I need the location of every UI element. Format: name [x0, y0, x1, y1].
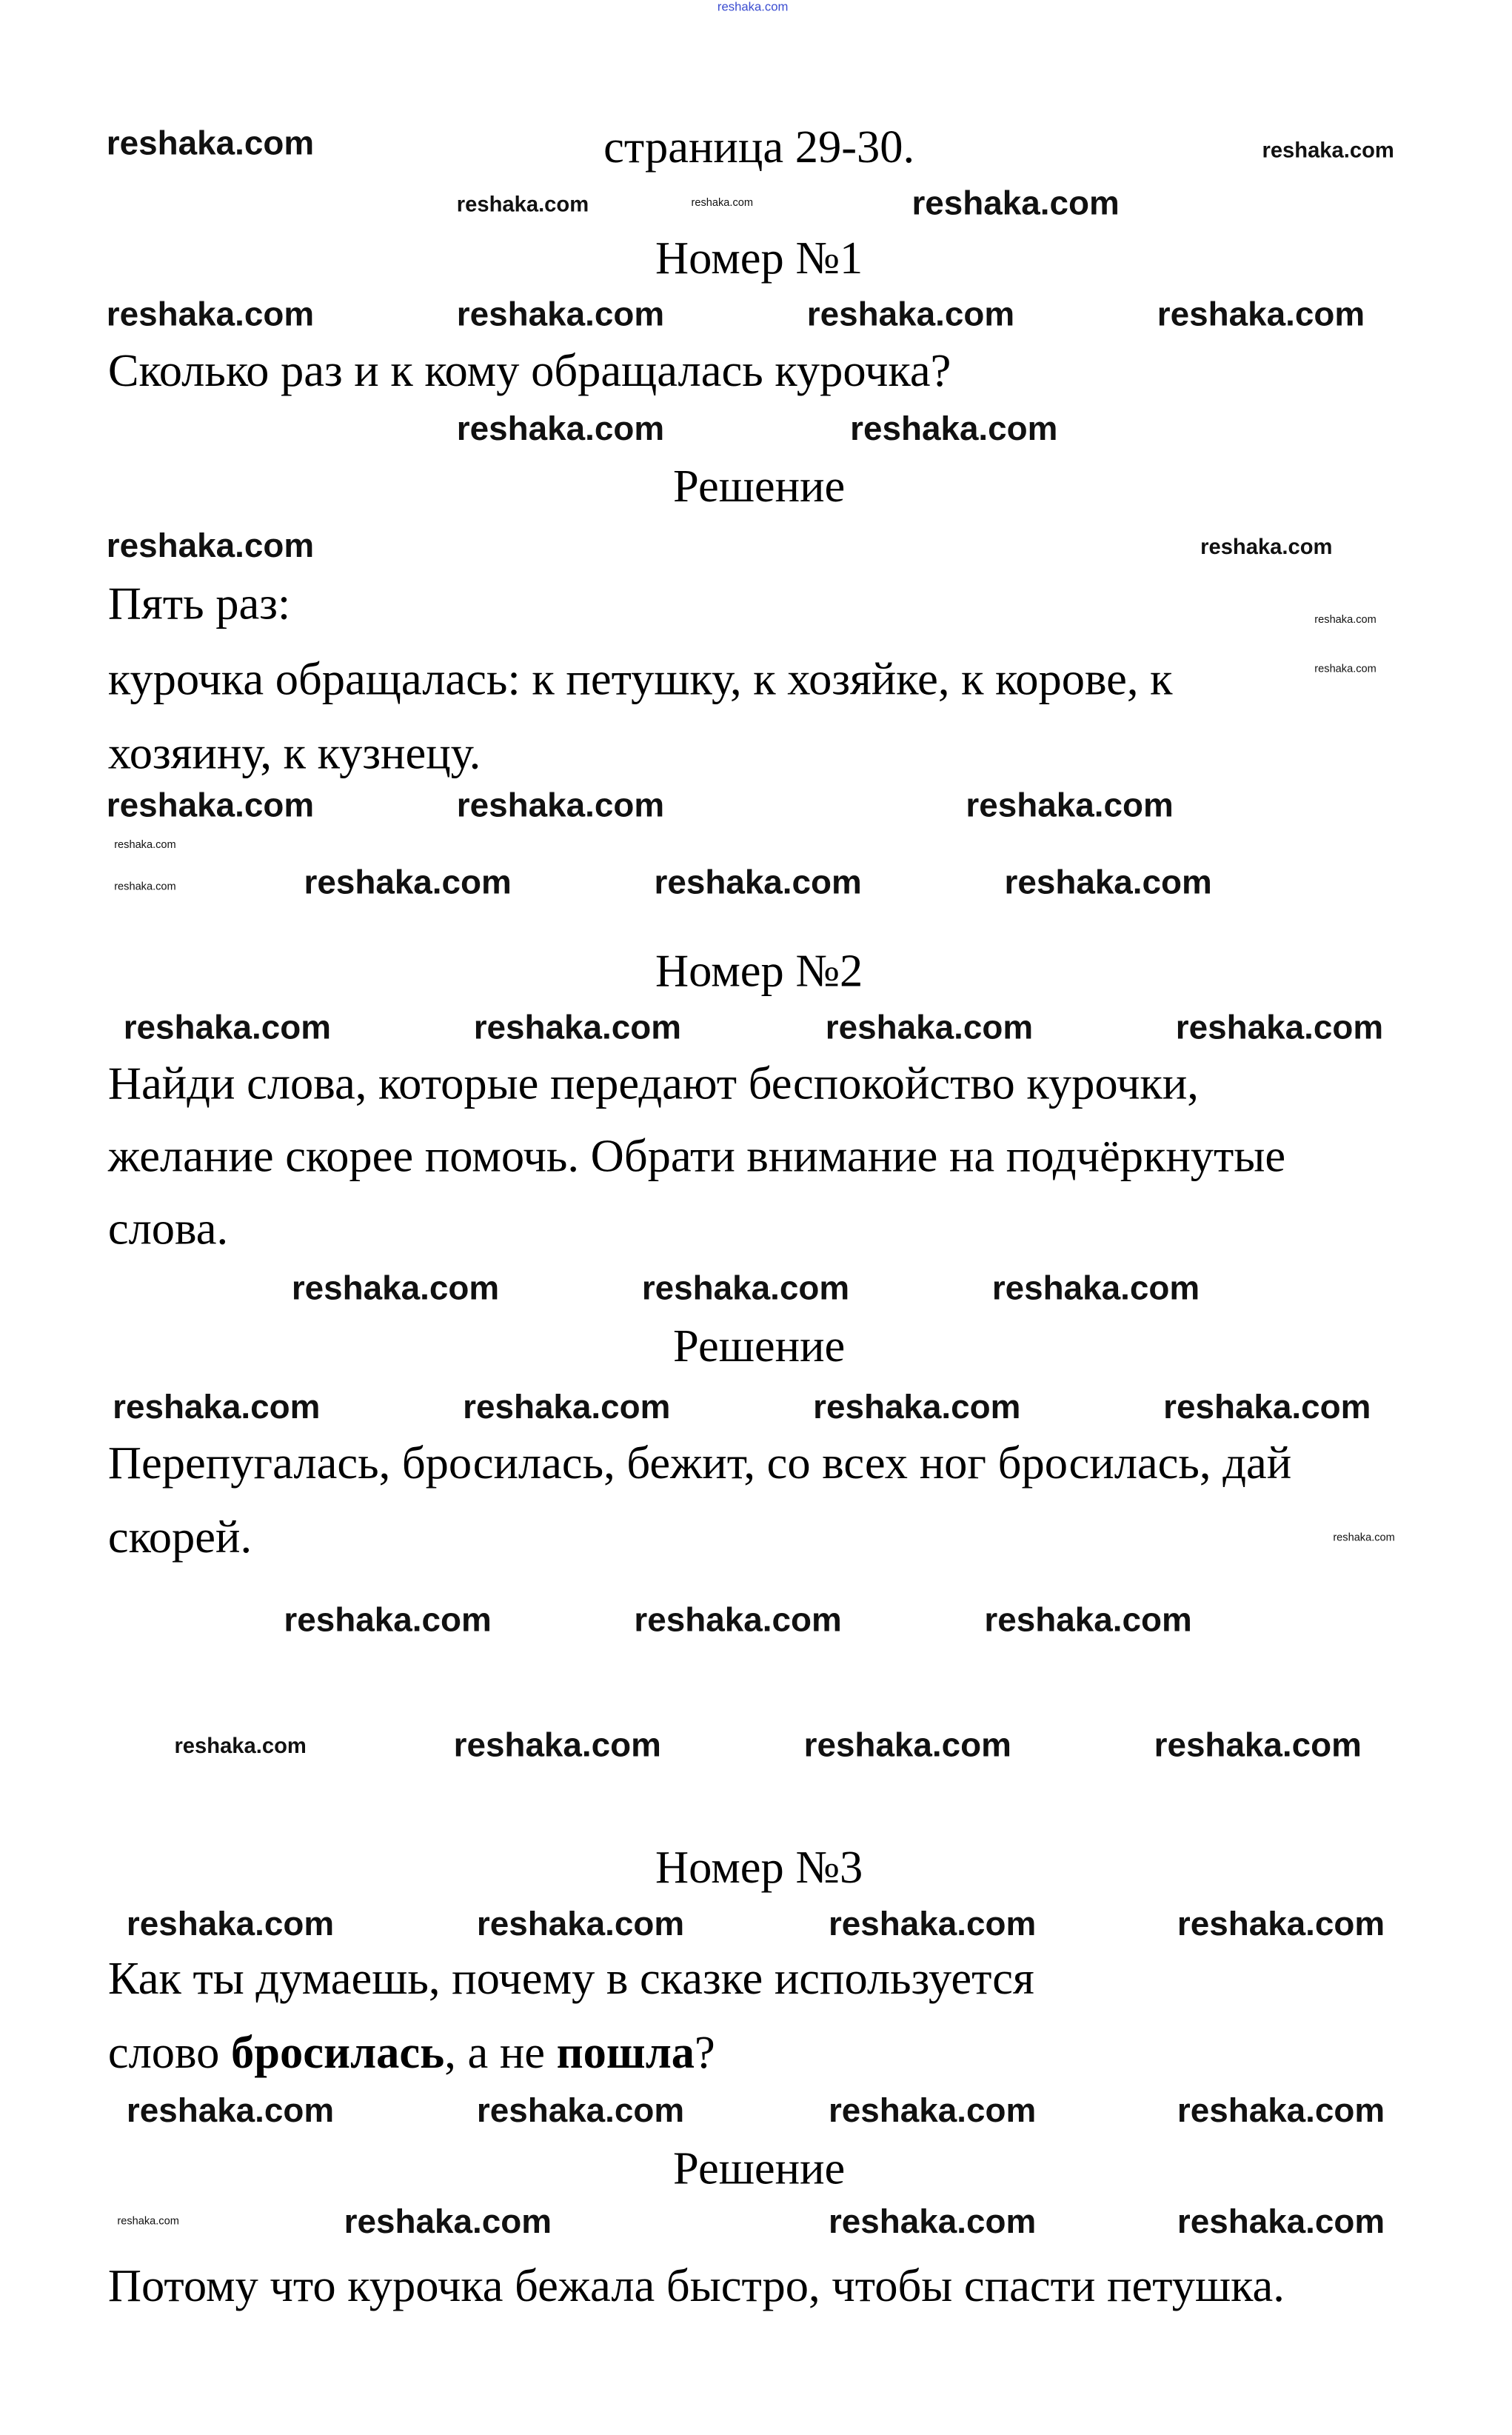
watermark: reshaka.com [828, 1904, 1037, 1943]
task-2-question-line: Найди слова, которые передают беспокойство курочки, [107, 1058, 1199, 1110]
task-2-question-line: слова. [107, 1203, 229, 1255]
task-2-question-line: желание скорее помочь. Обрати внимание на подчёркнутые [107, 1131, 1286, 1183]
watermark: reshaka.com [106, 785, 315, 824]
watermark: reshaka.com [114, 840, 176, 852]
watermark: reshaka.com [463, 1387, 671, 1426]
watermark: reshaka.com [828, 2202, 1037, 2241]
task-1-solution-label: Решение [673, 461, 846, 512]
watermark: reshaka.com [1314, 615, 1376, 626]
watermark: reshaka.com [106, 294, 315, 334]
task-1-answer-line: курочка обращалась: к петушку, к хозяйке, к корове, к [107, 654, 1173, 706]
watermark: reshaka.com [1157, 294, 1365, 334]
task-2-answer-line: скорей. [107, 1512, 252, 1563]
task-1-answer-line: Пять раз: [107, 578, 291, 630]
watermark: reshaka.com [476, 1904, 685, 1943]
watermark: reshaka.com [284, 1600, 492, 1639]
watermark: reshaka.com [1004, 862, 1212, 901]
task-3-question-line [107, 2027, 715, 2079]
watermark: reshaka.com [654, 862, 862, 901]
watermark: reshaka.com [911, 183, 1120, 223]
watermark: reshaka.com [106, 526, 315, 565]
watermark: reshaka.com [850, 409, 1058, 448]
task-3-answer-line: Потому что курочка бежала быстро, чтобы спасти петушка. [107, 2260, 1285, 2312]
watermark: reshaka.com [344, 2202, 552, 2241]
watermark: reshaka.com [453, 1725, 661, 1764]
bold-word: пошла [556, 2027, 695, 2079]
watermark: reshaka.com [1154, 1725, 1362, 1764]
watermark: reshaka.com [126, 1904, 335, 1943]
watermark: reshaka.com [806, 294, 1015, 334]
page-title: страница 29-30. [603, 121, 915, 173]
bold-word: бросилась [231, 2027, 445, 2079]
task-3-solution-label: Решение [673, 2143, 846, 2195]
watermark: reshaka.com [1163, 1387, 1371, 1426]
watermark: reshaka.com [825, 1007, 1034, 1046]
watermark: reshaka.com [634, 1600, 842, 1639]
watermark: reshaka.com [1262, 137, 1394, 162]
watermark: reshaka.com [991, 1268, 1200, 1307]
watermark: reshaka.com [291, 1268, 500, 1307]
task-2-answer-line: Перепугалась, бросилась, бежит, со всех ног бросилась, дай [107, 1438, 1292, 1489]
watermark: reshaka.com [304, 862, 512, 901]
text: , а не [444, 2027, 557, 2079]
watermark: reshaka.com [1175, 1007, 1384, 1046]
task-2-heading: Номер №2 [655, 946, 863, 998]
watermark: reshaka.com [456, 191, 589, 216]
watermark: reshaka.com [641, 1268, 850, 1307]
watermark: reshaka.com [117, 2217, 179, 2228]
watermark: reshaka.com [126, 2091, 335, 2130]
watermark: reshaka.com [984, 1600, 1192, 1639]
watermark: reshaka.com [1177, 2091, 1385, 2130]
watermark: reshaka.com [456, 294, 665, 334]
watermark: reshaka.com [473, 1007, 682, 1046]
task-1-answer-line: хозяину, к кузнецу. [107, 728, 481, 780]
watermark: reshaka.com [106, 123, 315, 162]
watermark: reshaka.com [1314, 664, 1376, 675]
watermark: reshaka.com [1177, 2202, 1385, 2241]
watermark: reshaka.com [456, 785, 665, 824]
watermark: reshaka.com [717, 0, 789, 14]
watermark: reshaka.com [828, 2091, 1037, 2130]
task-1-heading: Номер №1 [655, 233, 863, 284]
watermark: reshaka.com [113, 1387, 321, 1426]
watermark: reshaka.com [476, 2091, 685, 2130]
watermark: reshaka.com [1200, 533, 1333, 559]
text: слово [107, 2027, 232, 2079]
task-3-question-line: Как ты думаешь, почему в сказке используется [107, 1953, 1034, 2005]
watermark: reshaka.com [813, 1387, 1021, 1426]
watermark: reshaka.com [456, 409, 665, 448]
task-2-solution-label: Решение [673, 1320, 846, 1372]
text: ? [695, 2027, 715, 2079]
watermark: reshaka.com [1177, 1904, 1385, 1943]
task-1-question: Сколько раз и к кому обращалась курочка? [107, 345, 951, 397]
watermark: reshaka.com [174, 1732, 307, 1758]
watermark: reshaka.com [1333, 1533, 1395, 1544]
watermark: reshaka.com [803, 1725, 1011, 1764]
watermark: reshaka.com [966, 785, 1174, 824]
task-3-heading: Номер №3 [655, 1842, 863, 1894]
watermark: reshaka.com [114, 881, 176, 893]
watermark: reshaka.com [691, 198, 754, 210]
watermark: reshaka.com [123, 1007, 332, 1046]
